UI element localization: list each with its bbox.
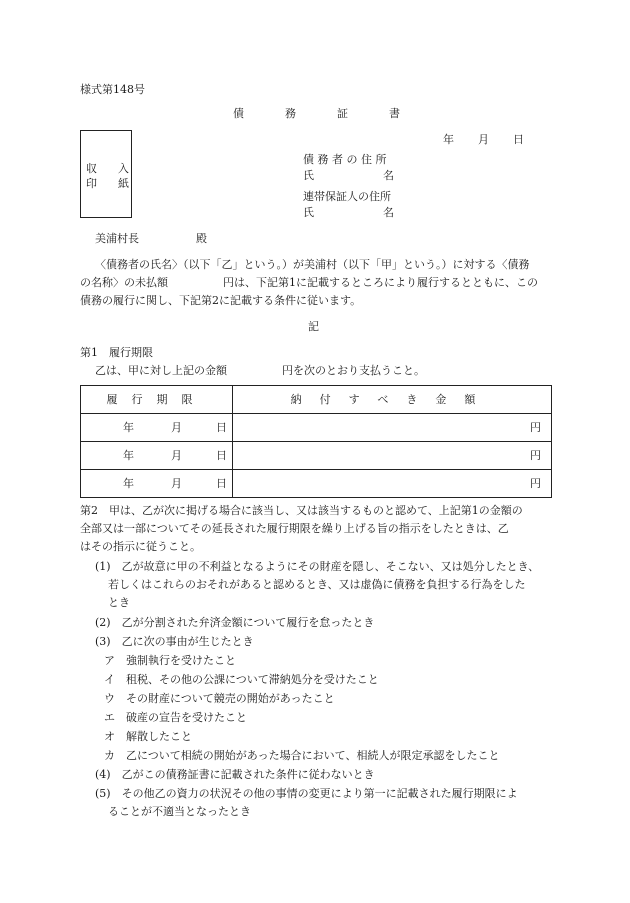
- sub-condition-item: オ 解散したこと: [104, 730, 192, 743]
- section2-line: 第2 甲は、乙が次に掲げる場合に該当し、又は該当するものと認めて、上記第1の金額の: [80, 504, 523, 517]
- debtor-address-label: 債 務 者 の 住 所: [303, 153, 387, 166]
- stamp-char: 印: [86, 177, 97, 190]
- header-amount: 納付すべき金額: [233, 386, 552, 414]
- amount-cell: 円: [233, 470, 552, 498]
- sub-condition-item: イ 租税、その他の公課について滞納処分を受けたこと: [104, 673, 379, 686]
- title-char: 証: [337, 107, 348, 120]
- row-year: 年: [123, 449, 134, 462]
- body-line: 〈債務者の氏名〉（以下「乙」という。）が美浦村（以下「甲」という。）に対する〈債務: [95, 258, 530, 271]
- condition-item: (5) その他乙の資力の状況その他の事情の変更により第一に記載された履行期限によ: [95, 787, 518, 800]
- row-month: 月: [171, 449, 182, 462]
- sub-condition-item: ウ その財産について競売の開始があったこと: [104, 692, 335, 705]
- table-row: [81, 470, 552, 498]
- amount-cell: 円: [233, 442, 552, 470]
- title-char: 債: [233, 107, 244, 120]
- table-row: [81, 442, 552, 470]
- section2-line: 全部又は一部についてその延長された履行期限を繰り上げる旨の指示をしたときは、乙: [80, 522, 509, 535]
- table-row: [81, 414, 552, 442]
- payment-schedule-table: [80, 385, 552, 498]
- amount-cell: 円: [233, 414, 552, 442]
- guarantor-name-label-2: 名: [383, 206, 394, 219]
- debtor-name-label-1: 氏: [303, 169, 314, 182]
- condition-item-continued: 若しくはこれらのおそれがあると認めるとき、又は虚偽に債務を負担する行為をした: [108, 578, 526, 591]
- body-line: 債務の履行に関し、下記第2に記載する条件に従います。: [80, 294, 362, 307]
- row-day: 日: [216, 449, 227, 462]
- condition-item: (4) 乙がこの債務証書に記載された条件に従わないとき: [95, 768, 375, 781]
- due-date-cell: [81, 470, 233, 498]
- date-day: 日: [513, 133, 524, 146]
- condition-item: (3) 乙に次の事由が生じたとき: [95, 635, 254, 648]
- sub-condition-item: カ 乙について相続の開始があった場合において、相続人が限定承認をしたこと: [104, 749, 500, 762]
- guarantor-address-label: 連帯保証人の住所: [303, 190, 391, 203]
- addressee-honorific: 殿: [196, 232, 207, 245]
- date-year: 年: [443, 133, 454, 146]
- row-month: 月: [171, 477, 182, 490]
- row-year: 年: [123, 421, 134, 434]
- section2-line: はその指示に従うこと。: [80, 540, 201, 553]
- addressee-name: 美浦村長: [95, 232, 139, 245]
- condition-item-continued: ることが不適当となったとき: [108, 805, 251, 818]
- stamp-char: 紙: [118, 177, 129, 190]
- condition-item-continued: とき: [108, 596, 130, 609]
- sub-condition-item: エ 破産の宣告を受けたこと: [104, 711, 247, 724]
- stamp-char: 収: [86, 162, 97, 175]
- due-date-cell: [81, 414, 233, 442]
- title-char: 書: [389, 107, 400, 120]
- stamp-char: 入: [118, 162, 129, 175]
- row-year: 年: [123, 477, 134, 490]
- ki-marker: 記: [308, 320, 319, 333]
- sub-condition-item: ア 強制執行を受けたこと: [104, 654, 236, 667]
- body-line: の名称〉の未払額 円は、下記第1に記載するところにより履行するとともに、この: [80, 276, 538, 289]
- debtor-name-label-2: 名: [383, 169, 394, 182]
- revenue-stamp-box: [80, 130, 132, 218]
- guarantor-name-label-1: 氏: [303, 206, 314, 219]
- form-number: 様式第148号: [80, 83, 145, 96]
- section1-heading: 第1 履行期限: [80, 346, 153, 359]
- table-header-row: [81, 386, 552, 414]
- row-day: 日: [216, 477, 227, 490]
- header-due-date: 履行期限: [81, 386, 233, 414]
- row-day: 日: [216, 421, 227, 434]
- section1-text: 乙は、甲に対し上記の金額 円を次のとおり支払うこと。: [95, 364, 425, 377]
- condition-item: (2) 乙が分割された弁済金額について履行を怠ったとき: [95, 616, 375, 629]
- title-char: 務: [285, 107, 296, 120]
- due-date-cell: [81, 442, 233, 470]
- condition-item: (1) 乙が故意に甲の不利益となるようにその財産を隠し、そこない、又は処分したとき、: [95, 560, 540, 573]
- date-month: 月: [478, 133, 489, 146]
- row-month: 月: [171, 421, 182, 434]
